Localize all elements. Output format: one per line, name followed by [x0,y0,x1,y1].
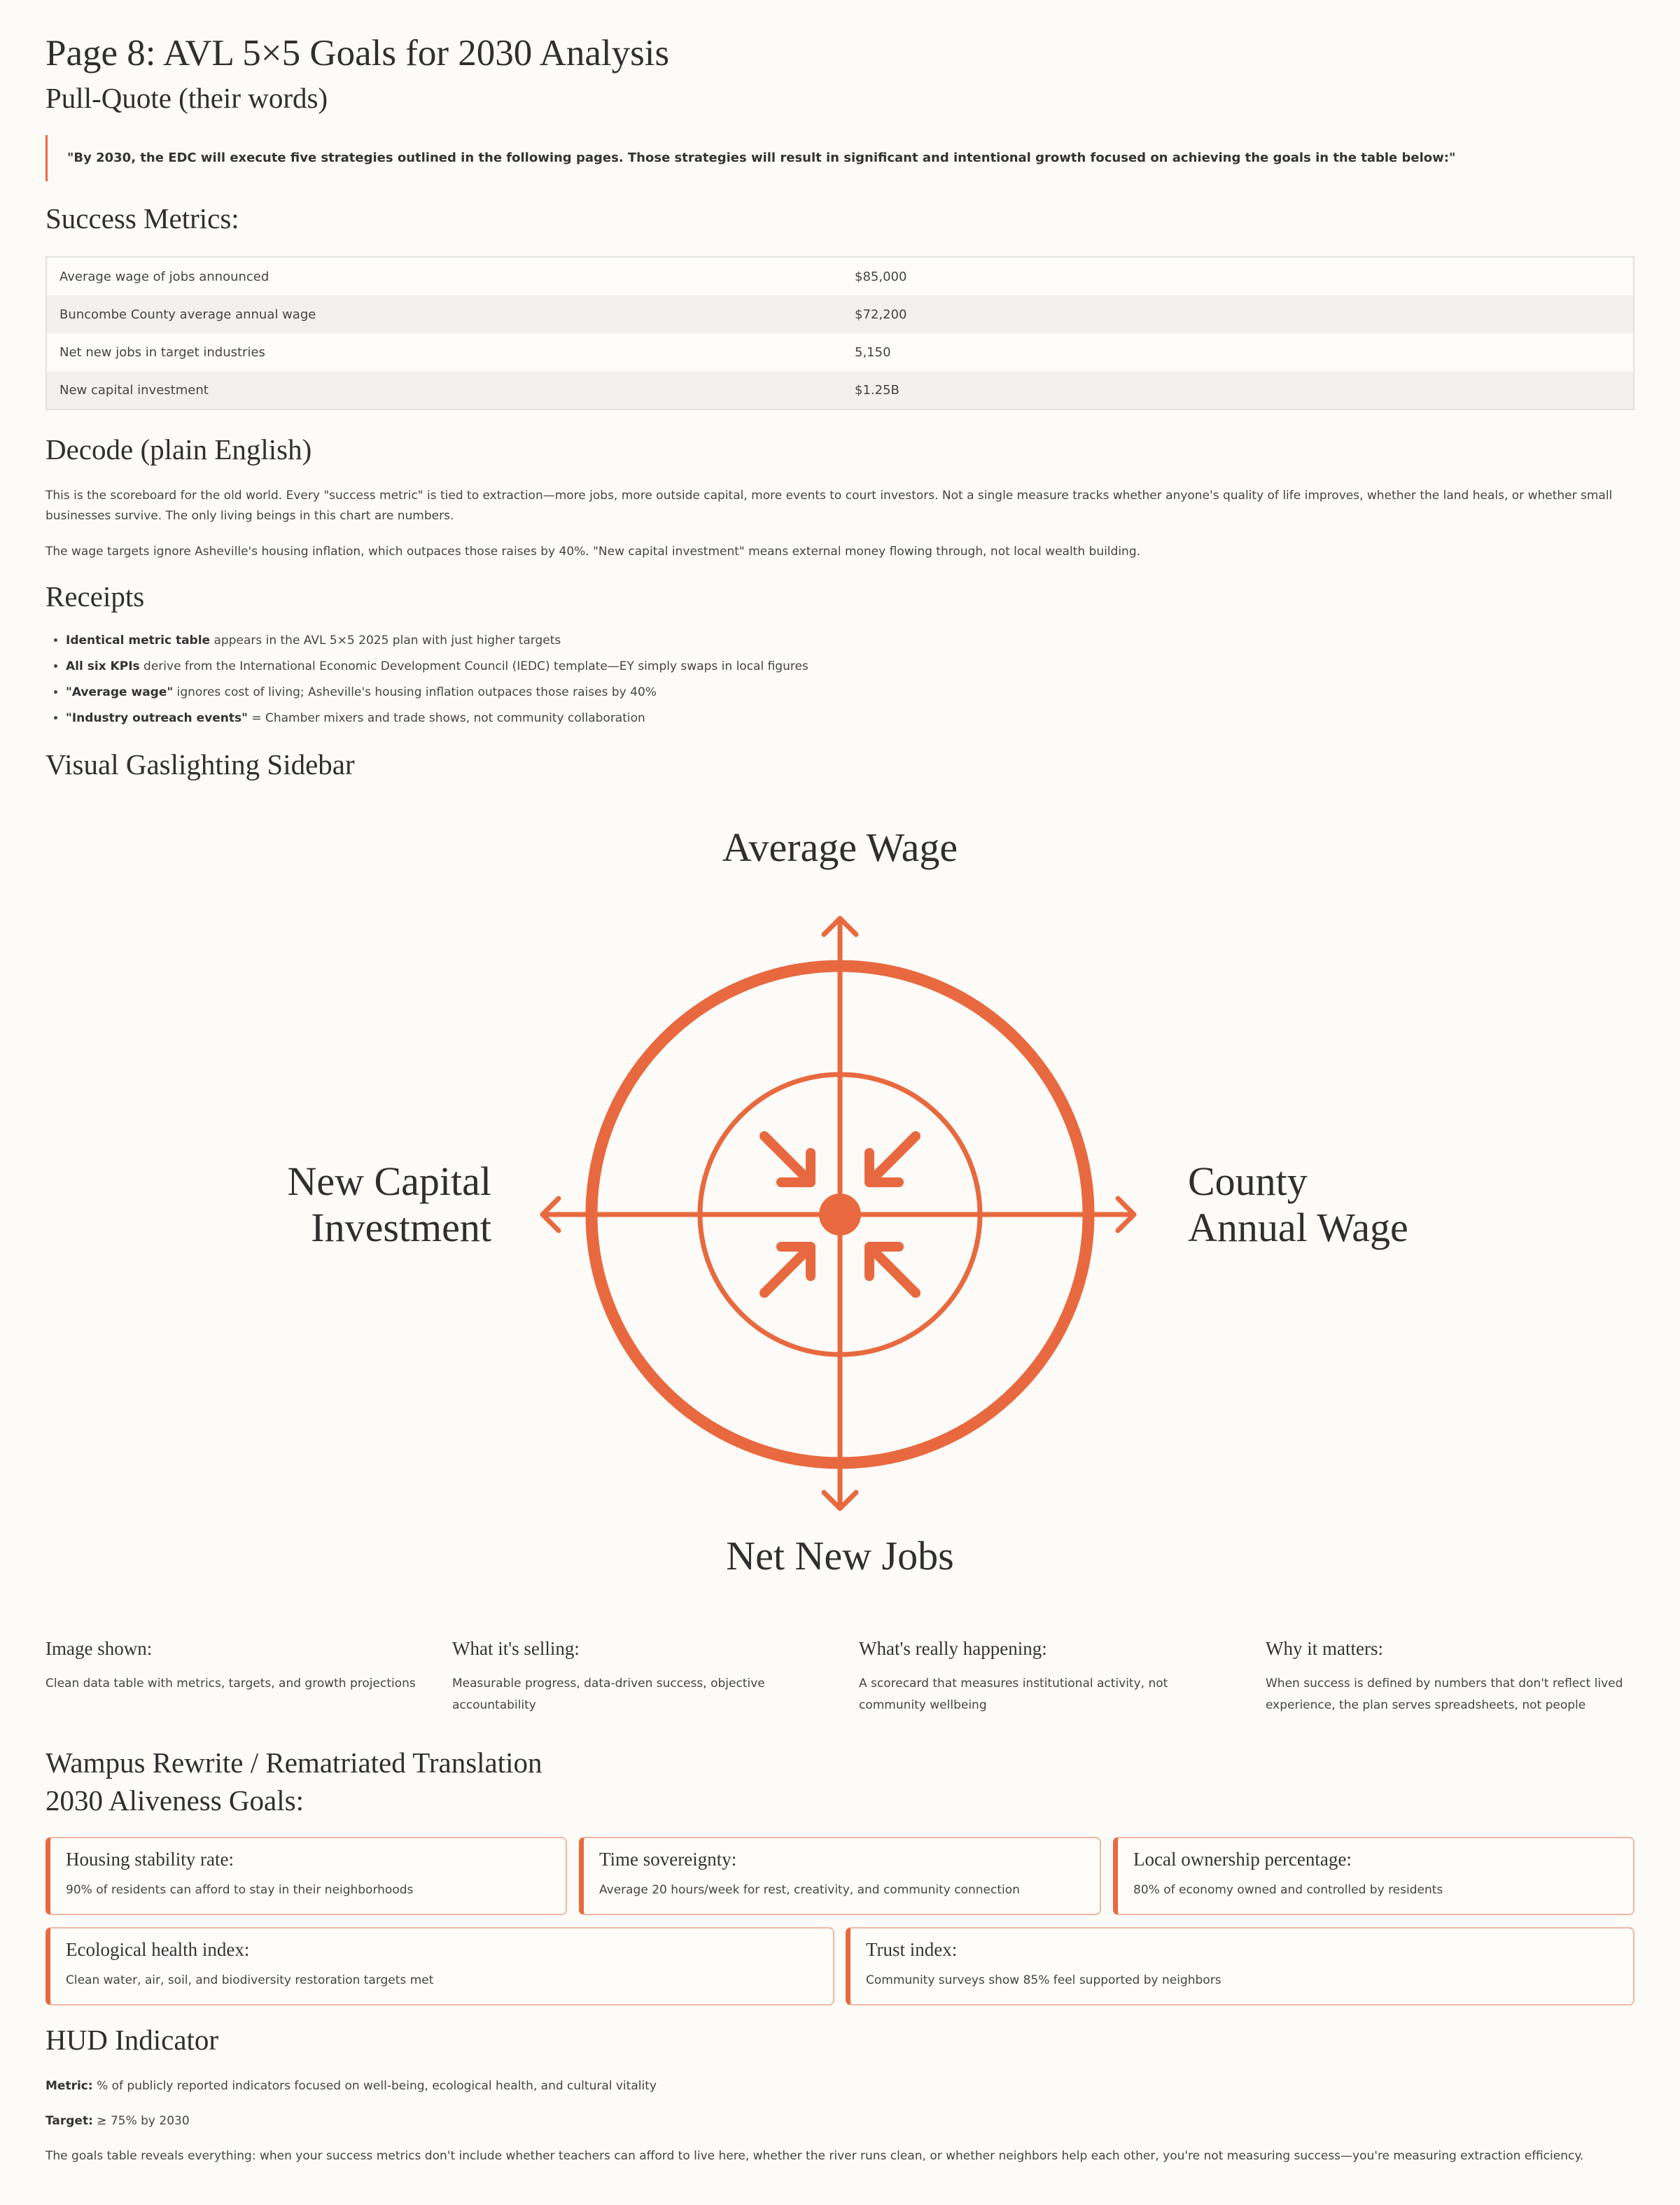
receipt-bold: Identical metric table [66,634,211,648]
pull-quote: "By 2030, the EDC will execute five strategies outlined in the following pages. Those strategies will result in significant and intentional growth focused on achieving the goals in the table below:" [46,135,1634,181]
table-row [46,295,1634,333]
goal-card-title: Housing stability rate: [66,1849,234,1870]
receipt-text: appears in the AVL 5×5 2025 plan with just higher targets [210,634,561,648]
goal-card [1113,1837,1634,1915]
metric-value: $1.25B [842,371,1634,410]
hud-target-label: Target: [46,2114,93,2128]
decode-paragraph-1: This is the scoreboard for the old world. Every "success metric" is tied to extraction—more jobs, more outside capital, more events to court investors. Not a single measure tracks whether anyone's quality of life improves, whether the land heals, or whether small businesses survive. The only living beings in this chart are numbers. [46,489,1613,523]
hud-metric-text: % of publicly reported indicators focused on well-being, ecological health, and cultural vitality [92,2079,657,2093]
decode-paragraph-2: The wage targets ignore Asheville's housing inflation, which outpaces those raises by 40%. "New capital investment" means external money flowing through, not local wealth building. [46,545,1141,559]
column-text-happening: A scorecard that measures institutional activity, not community wellbeing [859,1676,1168,1712]
list-item [66,682,1606,708]
hud-metric-label: Metric: [46,2079,93,2093]
label-average-wage: Average Wage [722,825,958,870]
goal-card-title: Ecological health index: [66,1939,250,1960]
hud-metric [46,2079,657,2093]
goal-card-title: Local ownership percentage: [1133,1849,1352,1870]
receipts-heading: Receipts [46,580,145,612]
list-item [66,708,1606,734]
aliveness-heading: 2030 Aliveness Goals: [46,1784,304,1816]
receipt-bold: "Average wage" [66,685,174,699]
column-title-image-shown: Image shown: [46,1638,153,1659]
metric-value: $72,200 [842,295,1634,333]
metric-label: Buncombe County average annual wage [46,295,842,333]
receipt-text: = Chamber mixers and trade shows, not community collaboration [247,711,645,725]
table-row [46,257,1634,295]
list-item [66,630,1606,656]
success-metrics-table [46,256,1634,410]
column-title-selling: What it's selling: [452,1638,580,1659]
column-title-why: Why it matters: [1266,1638,1383,1659]
success-metrics-heading: Success Metrics: [46,202,239,234]
pull-quote-heading: Pull-Quote (their words) [46,82,328,114]
table-row [46,371,1634,410]
metric-value: $85,000 [842,257,1634,295]
target-diagram [46,812,1634,1589]
receipt-text: derive from the International Economic Development Council (IEDC) template—EY simply swaps in local figures [139,659,808,673]
goal-card [46,1927,834,2005]
receipt-bold: "Industry outreach events" [66,711,248,725]
goal-card [846,1927,1634,2005]
label-county-wage-line2: Annual Wage [1188,1205,1408,1250]
goal-card-title: Time sovereignty: [599,1849,737,1870]
column-text-why: When success is defined by numbers that don't reflect lived experience, the plan serves spreadsheets, not people [1266,1676,1623,1712]
label-county-wage-line1: County [1188,1158,1308,1204]
metric-label: Average wage of jobs announced [46,257,842,295]
table-row [46,333,1634,371]
goal-card-desc: 90% of residents can afford to stay in their neighborhoods [66,1883,414,1897]
column-text-image-shown: Clean data table with metrics, targets, and growth projections [46,1676,416,1690]
goal-card-title: Trust index: [866,1939,958,1960]
metric-value: 5,150 [842,333,1634,371]
sidebar-heading: Visual Gaslighting Sidebar [46,748,355,780]
decode-heading: Decode (plain English) [46,433,312,465]
metric-label: New capital investment [46,371,842,410]
hud-heading: HUD Indicator [46,2024,219,2056]
column-text-selling: Measurable progress, data-driven success, objective accountability [452,1676,765,1712]
hud-target [46,2114,190,2128]
receipt-text: ignores cost of living; Asheville's housing inflation outpaces those raises by 40% [173,685,657,699]
label-new-capital-line1: New Capital [287,1158,491,1204]
metric-label: Net new jobs in target industries [46,333,842,371]
column-title-happening: What's really happening: [859,1638,1047,1659]
goal-card-desc: Community surveys show 85% feel supported by neighbors [866,1973,1222,1987]
hud-closing: The goals table reveals everything: when your success metrics don't include whether teachers can afford to live here, whether the river runs clean, or whether neighbors help each other, you're not measuring success—you're measuring extraction efficiency. [46,2149,1584,2163]
goal-card-desc: Average 20 hours/week for rest, creativity, and community connection [599,1883,1020,1897]
list-item [66,656,1606,682]
goal-card-desc: 80% of economy owned and controlled by residents [1133,1883,1443,1897]
label-net-new-jobs: Net New Jobs [726,1533,954,1578]
center-dot [819,1194,861,1236]
label-new-capital-line2: Investment [311,1205,491,1250]
goal-card-desc: Clean water, air, soil, and biodiversity restoration targets met [66,1973,434,1987]
goal-card [579,1837,1101,1915]
receipt-bold: All six KPIs [66,659,140,673]
hud-target-text: ≥ 75% by 2030 [92,2114,190,2128]
receipts-list [46,630,1606,734]
goal-card [46,1837,567,1915]
page-title: Page 8: AVL 5×5 Goals for 2030 Analysis [46,33,670,74]
rewrite-heading: Wampus Rewrite / Rematriated Translation [46,1746,542,1779]
